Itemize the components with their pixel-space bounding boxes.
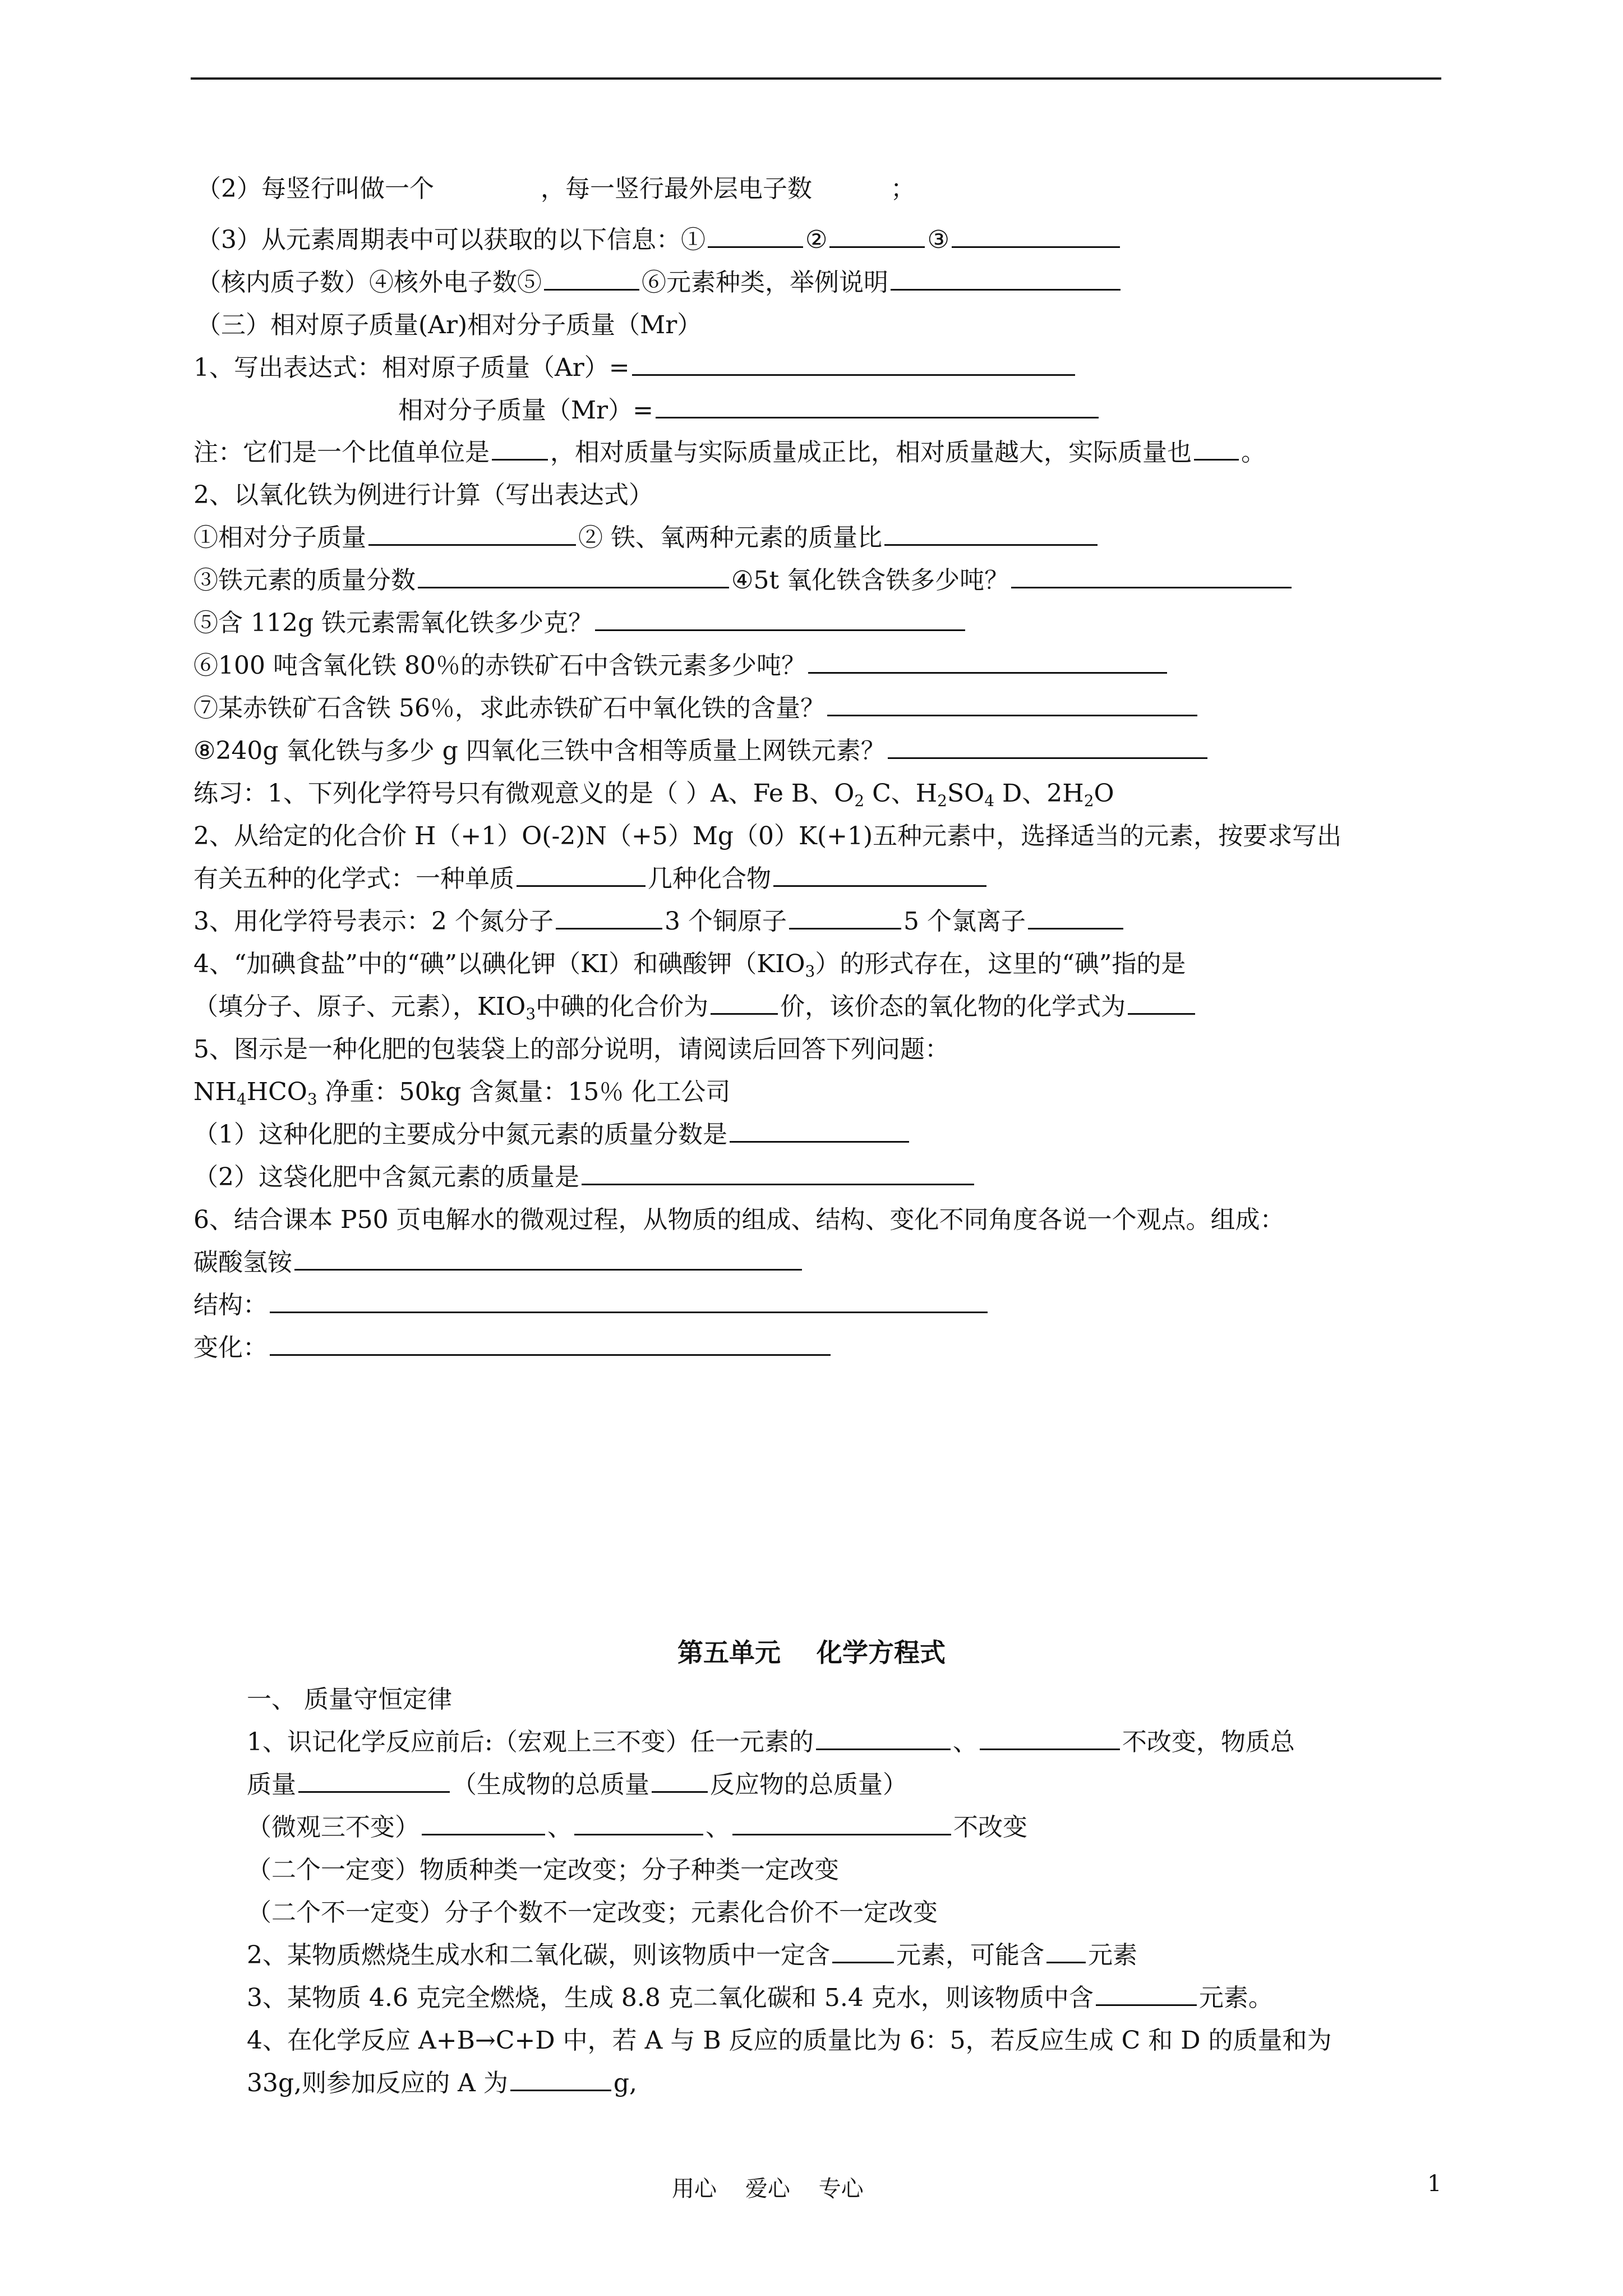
blank: [418, 587, 729, 588]
blank: [298, 1791, 450, 1793]
blank: [595, 629, 965, 631]
text-line: 4、“加碘食盐”中的“碘”以碘化钾（KI）和碘酸钾$(KIO_3)$的形式存在，这里的“碘”指的是: [193, 950, 1186, 981]
text-line: 相对分子质量（Mr）=: [398, 394, 1101, 427]
text-line: 一、 质量守恒定律: [247, 1685, 452, 1714]
text-line: 3、某物质 4.6 克完全燃烧，生成 8.8 克二氧化碳和 5.4 克水，则该物质中含 元素。: [247, 1984, 1273, 2012]
blank: [789, 928, 901, 930]
text-line: （2）这袋化肥中含氮元素的质量是: [193, 1161, 976, 1194]
text-line: ⑧240g 氧化铁与多少 g 四氧化三铁中含相等质量上网铁元素？: [193, 734, 1210, 768]
text-line: 2、以氧化铁为例进行计算（写出表达式）: [193, 481, 653, 509]
text-line: ⑤含 112g 铁元素需氧化铁多少克？: [193, 606, 967, 640]
text-line: （二个一定变）物质种类一定改变；分子种类一定改变: [247, 1856, 839, 1884]
blank: [368, 544, 576, 546]
text-line: （微观三不变） 、 、 不改变: [247, 1813, 1027, 1842]
text-line: 碳酸氢铵: [193, 1246, 804, 1280]
text-line: （3）从元素周期表中可以获取的以下信息：① ② ③: [196, 223, 1122, 257]
text-line: 注：它们是一个比值单位是 ，相对质量与实际质量成正比，相对质量越大，实际质量也 。: [193, 438, 1266, 467]
text-line: 变化：: [193, 1331, 833, 1365]
text-line: 6、结合课本 P50 页电解水的微观过程，从物质的组成、结构、变化不同角度各说一个观点。组成：: [193, 1205, 1285, 1234]
blank: [656, 417, 1099, 418]
text-line: 4、在化学反应 A+B→C+D 中，若 A 与 B 反应的质量比为 6：5，若反应生成 C 和 D 的质量和为: [247, 2026, 1332, 2055]
blank: [270, 1354, 831, 1356]
text-line: （填分子、原子、元素），$KIO_3$中碘的化合价为 价，该价态的氧化物的化学式为: [193, 990, 1197, 1024]
text-line: 练习：1、下列化学符号只有微观意义的是（ ）A、Fe B、$O_2$ C、$H_2SO_4$ D、$2H_2O$: [193, 779, 1114, 810]
blank: [582, 1184, 974, 1185]
text-line: （三）相对原子质量(Ar)相对分子质量（Mr）: [196, 311, 702, 339]
blank: [574, 1834, 703, 1835]
text-line: 1、写出表达式：相对原子质量（Ar）=: [193, 351, 1077, 385]
text-line: 1、识记化学反应前后:（宏观上三不变）任一元素的 、 不改变，物质总: [247, 1728, 1295, 1756]
blank: [816, 1749, 951, 1750]
blank: [829, 246, 925, 248]
blank: [294, 1269, 802, 1271]
text-line: 有关五种的化学式：一种单质 几种化合物: [193, 862, 989, 896]
blank: [891, 289, 1121, 291]
text-line: ⑦某赤铁矿石含铁 56％，求此赤铁矿石中氧化铁的含量？: [193, 692, 1200, 725]
blank: [708, 246, 803, 248]
text-line: 质量 （生成物的总质量 反应物的总质量）: [247, 1770, 907, 1799]
text-line: （二个不一定变）分子个数不一定改变；元素化合价不一定改变: [247, 1898, 938, 1927]
text-line: （2）每竖行叫做一个 ，每一竖行最外层电子数 ；: [196, 174, 915, 203]
blank: [732, 1834, 951, 1835]
blank: [884, 544, 1098, 546]
section-title: 第五单元 化学方程式: [677, 1637, 946, 1668]
blank: [827, 715, 1197, 716]
blank: [952, 246, 1120, 248]
blank: [270, 1312, 988, 1313]
blank: [730, 1141, 909, 1143]
text-line: ③铁元素的质量分数 ④5t 氧化铁含铁多少吨？: [193, 564, 1294, 597]
blank: [1028, 928, 1123, 930]
blank: [632, 374, 1075, 376]
blank: [1046, 1962, 1086, 1963]
blank: [888, 757, 1207, 759]
blank: [517, 885, 645, 887]
text-line: 2、从给定的化合价 H（+1）O(-2)N（+5）Mg（0）K(+1)五种元素中，选择适当的元素，按要求写出: [193, 822, 1342, 850]
footer-motto: 用心 爱心 专心: [672, 2176, 864, 2202]
text-line: 结构：: [193, 1289, 990, 1322]
text-line: （1）这种化肥的主要成分中氮元素的质量分数是: [193, 1118, 911, 1152]
blank: [1096, 2004, 1197, 2006]
text-line: $NH_4HCO_3$ 净重：50kg 含氮量：15％ 化工公司: [193, 1078, 731, 1108]
text-line: ⑥100 吨含氧化铁 80％的赤铁矿石中含铁元素多少吨？: [193, 649, 1169, 683]
blank: [652, 1791, 708, 1793]
blank: [422, 1834, 545, 1835]
blank: [1011, 587, 1292, 588]
text-line: 3、用化学符号表示：2 个氮分子 3 个铜原子 5 个氯离子: [193, 905, 1126, 938]
blank: [1194, 459, 1239, 461]
blank: [492, 459, 548, 461]
blank: [544, 289, 639, 291]
blank: [556, 928, 662, 930]
blank: [711, 1013, 778, 1015]
blank: [773, 885, 986, 887]
text-line: 5、图示是一种化肥的包装袋上的部分说明，请阅读后回答下列问题：: [193, 1035, 949, 1064]
text-line: 33g,则参加反应的 A 为 g,: [247, 2069, 638, 2097]
blank: [832, 1962, 894, 1963]
text-line: （核内质子数）④核外电子数⑤ ⑥元素种类，举例说明: [196, 266, 1123, 300]
blank: [980, 1749, 1120, 1750]
blank: [1128, 1013, 1195, 1015]
text-line: 2、某物质燃烧生成水和二氧化碳，则该物质中一定含 元素，可能含 元素: [247, 1941, 1137, 1970]
page-number: 1: [1427, 2171, 1442, 2197]
blank: [808, 672, 1167, 674]
text-line: ①相对分子质量 ② 铁、氧两种元素的质量比: [193, 521, 1100, 555]
blank: [510, 2090, 611, 2091]
header-rule: [191, 77, 1441, 80]
